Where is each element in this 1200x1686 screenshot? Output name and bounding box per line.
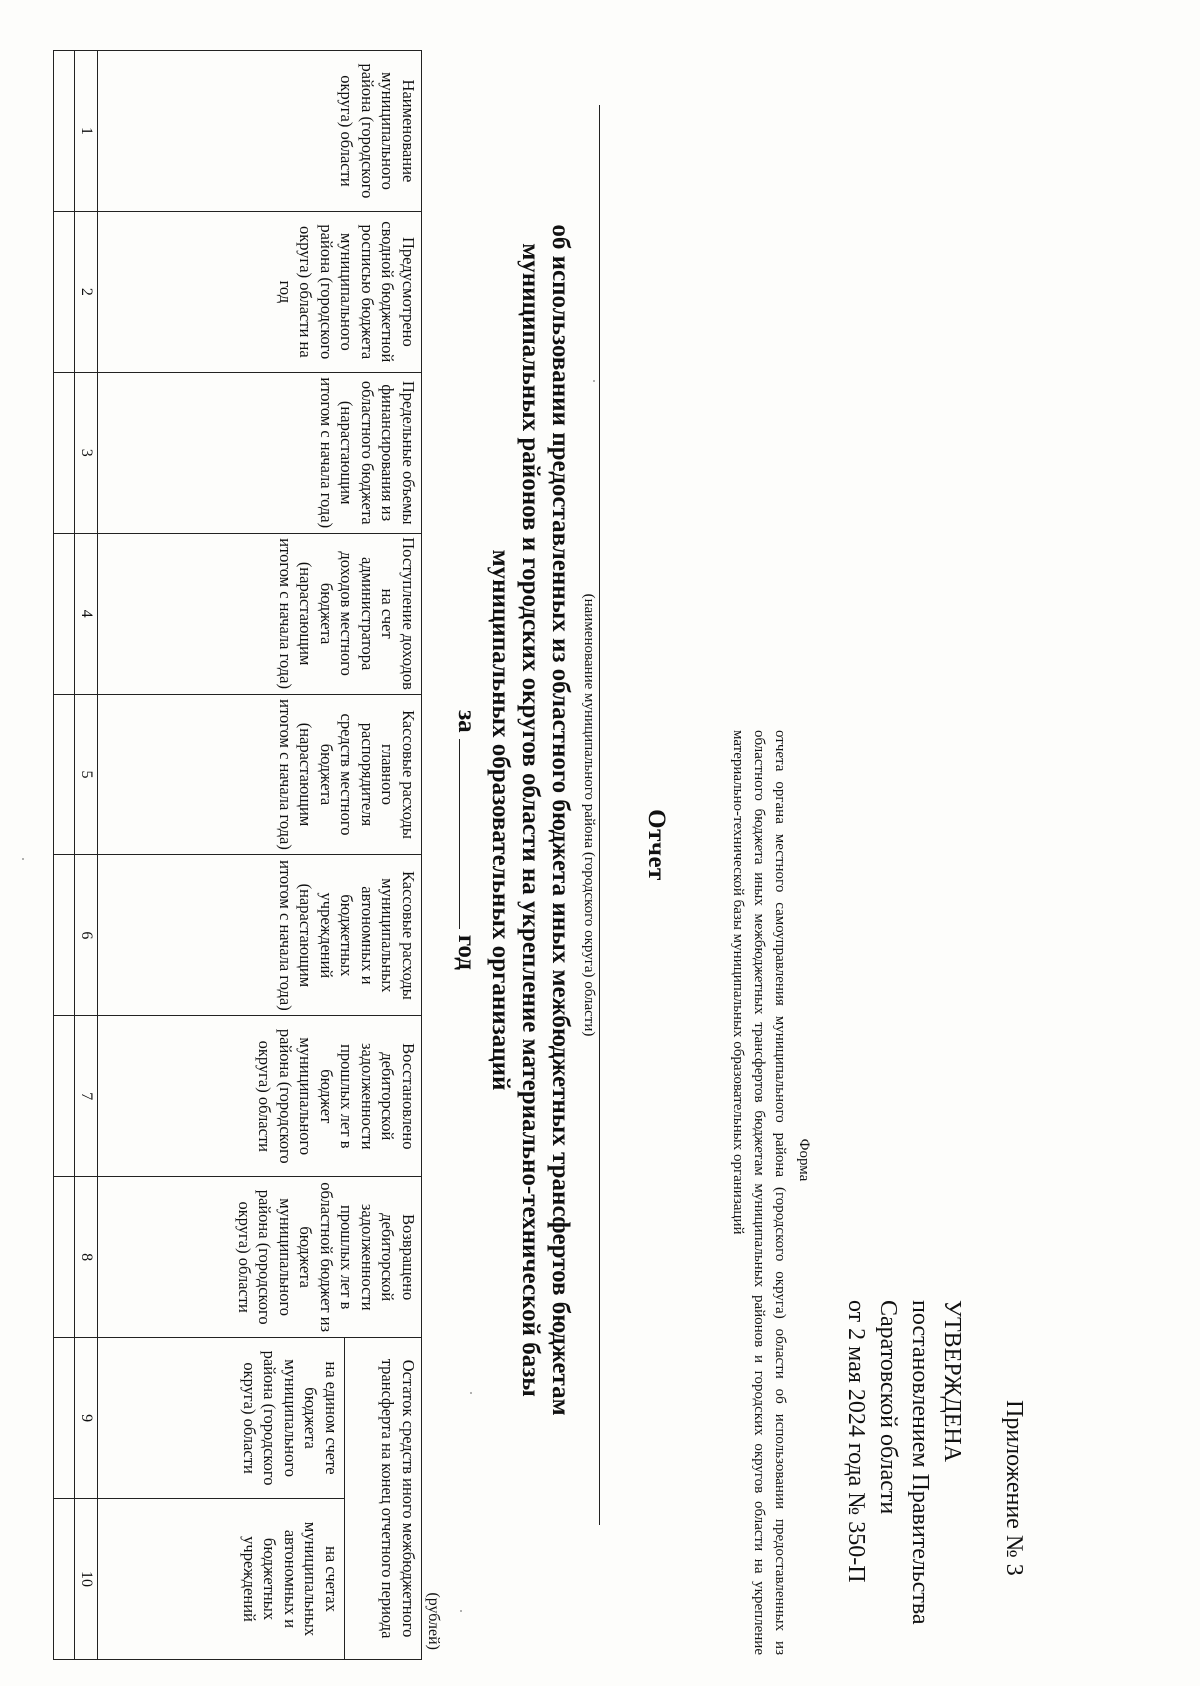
- subcolumn-header: на счетах муниципальных автономных и бюджетных учреждений: [98, 1499, 345, 1660]
- report-subject: [485, 120, 575, 1520]
- table-cell: [54, 1177, 75, 1338]
- column-header: Возвращено дебиторской задолженности прошлых лет в областной бюджет из бюджета муниципального района (городского округа) области: [98, 1177, 422, 1338]
- table-cell: [54, 211, 75, 372]
- subcolumn-header: на едином счете бюджета муниципального района (городского округа) области: [98, 1338, 345, 1499]
- column-number-row: [75, 51, 98, 1660]
- appendix-number: Приложение № 3: [1001, 1400, 1027, 1576]
- column-number: 4: [75, 533, 98, 694]
- table-cell: [54, 855, 75, 1016]
- group-header: Остаток средств иного межбюджетного трансферта на конец отчетного периода: [345, 1338, 422, 1660]
- scan-speck: [460, 1610, 462, 1612]
- column-header: Кассовые расходы муниципальных автономных и бюджетных учреждений (нарастающим итогом с начала года): [98, 855, 422, 1016]
- column-number: 6: [75, 855, 98, 1016]
- column-number: 3: [75, 372, 98, 533]
- table-cell: [54, 533, 75, 694]
- subject-line: об использовании предоставленных из областного бюджета иных межбюджетных трансфертов бюджетам: [547, 224, 574, 1416]
- form-description: отчета органа местного самоуправления муниципального района (городского округа) области об использовании предоставленных из областного бюджета иных межбюджетных трансфертов бюджетам муниципальных районов и городских округов области на укрепление материально-технической базы муниципальных образовательных организаций: [730, 730, 788, 1655]
- table-cell: [54, 51, 75, 212]
- column-number: 2: [75, 211, 98, 372]
- column-number: 10: [75, 1499, 98, 1660]
- subject-line: муниципальных районов и городских округов области на укрепление материально-технической базы: [517, 243, 544, 1397]
- subject-line: муниципальных образовательных организаций: [487, 549, 514, 1091]
- period-prefix: за: [453, 710, 480, 733]
- table-cell: [54, 372, 75, 533]
- year-blank: [459, 739, 482, 929]
- column-header: Кассовые расходы главного распорядителя средств местного бюджета (нарастающим итогом с начала года): [98, 694, 422, 855]
- approval-line: от 2 мая 2024 года № 350-П: [843, 1300, 869, 1583]
- approval-line: УТВЕРЖДЕНА: [939, 1300, 965, 1463]
- column-number: 7: [75, 1016, 98, 1177]
- currency-units: (рублей): [425, 1592, 442, 1650]
- name-fill-line: [599, 105, 600, 1525]
- column-header: Предельные объемы финансирования из областного бюджета (нарастающим итогом с начала года): [98, 372, 422, 533]
- scan-speck: [593, 380, 595, 382]
- form-label: Форма: [796, 1138, 812, 1182]
- column-number: 8: [75, 1177, 98, 1338]
- column-header: Поступление доходов на счет администратора доходов местного бюджета (нарастающим итогом с начала года): [98, 533, 422, 694]
- empty-data-row: [54, 51, 75, 1660]
- table-cell: [54, 1338, 75, 1499]
- report-table: [53, 50, 422, 1660]
- report-title: Отчет: [643, 809, 670, 881]
- column-number: 9: [75, 1338, 98, 1499]
- report-period: [452, 560, 482, 1120]
- column-number: 5: [75, 694, 98, 855]
- table-cell: [54, 1499, 75, 1660]
- approval-line: Саратовской области: [875, 1300, 901, 1515]
- scan-speck: [22, 858, 24, 860]
- scan-speck: [470, 1392, 472, 1394]
- approval-stamp: [840, 1300, 968, 1660]
- approval-line: постановлением Правительства: [907, 1300, 933, 1625]
- column-number: 1: [75, 51, 98, 212]
- column-header: Предусмотрено сводной бюджетной росписью бюджета муниципального района (городского округа) области на год: [98, 211, 422, 372]
- column-header: Наименование муниципального района (городского округа) области: [98, 51, 422, 212]
- table-cell: [54, 694, 75, 855]
- period-suffix: год: [453, 934, 480, 970]
- table-cell: [54, 1016, 75, 1177]
- name-caption: (наименование муниципального района (городского округа) области): [581, 593, 597, 1037]
- column-header: Восстановлено дебиторской задолженности прошлых лет в бюджет муниципального района (городского округа) области: [98, 1016, 422, 1177]
